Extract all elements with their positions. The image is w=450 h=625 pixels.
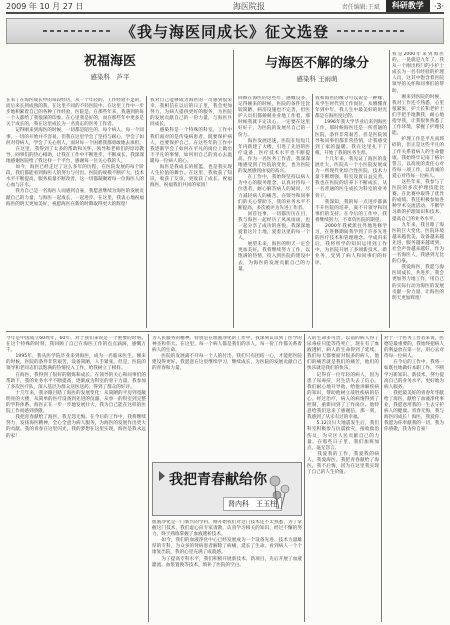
- middle-article-body-continued: 我和海医的缘分可以说是一种缘，从学生时代到工作岗位，从懵懂青年到中年，我人生中最美好的时光都是在海医度过的。 1996年我大学毕业后来到海医工作，那时候海医还是一所普通的医院，条件非常艰苦。但是医院领导和同事们都非常热情，让我感受到了家的温暖。我在这里扎下了根，开始了我的医务生涯。 十几年来，我见证了海医的发展壮大，医院从一个小医院发展成为一所现代化综合性医院，技术力量不断增强，科室设置日益完善。我也在医院的培养下不断成长，从一名普通的医生成长为科室的业务骨干。 我深知，我的每一点进步都离不开医院的培养，离不开领导和同事们的支持。在今后的工作中，我将继续努力，不辜负医院的期望。 2000年我被派往外地进修学习，在进修期间我学到了许多先进的医疗技术和管理理念。学成归来后，我将所学的知识运用到工作中，为医院开展了多项新技术、新业务，受到了病人和同事们的好评。: [315, 96, 387, 266]
- feature-title: 我把青春献给你: [169, 472, 267, 488]
- feature-byline: 肾内科 王玉柱: [223, 497, 282, 511]
- bottom-right-article-body-continued: 对于一个医务工作者来说，医德是最重要的，我始终把病人的利益放在第一位，用心去对待每一位病人。 在今后的工作中，我将一如既往地做好本职工作，不断学习新知识、新技术，努力提高自己的业务水平，更好地为病人服务。 我把最美好的青春年华献给了海医，献给了血液净化事业，我愿意用我的一生去守护病人的健康。青春无悔，我与海医同成长！海医，我爱你，我愿为你奉献我的一切，我为你骄傲，我为你自豪！: [384, 336, 444, 433]
- banner-title: 《我与海医同成长》征文选登: [120, 22, 329, 41]
- column-divider: [146, 96, 147, 328]
- bottom-middle-article-body: 为人民服务的精神。特别是在血液净化的工作中，我深刻认识到了医学的神圣和伟大。在这里，每一个病人都是我们的亲人，每一份工作都关系着病人的生命。 医院的发展离不开每一个人的付出，我们只有团结一心，才能把医院建设得更好。我愿意在这里继续学习，继续成长，为医院的发展贡献自己的青春和力量。: [152, 336, 302, 372]
- page-header: [6, 0, 444, 14]
- left-article-heading: [70, 50, 150, 84]
- section-separator: [6, 331, 444, 332]
- paper-name: 海医院报: [232, 1, 265, 11]
- right-article-body: 我是2000年来到海医的，一晃就是九年了。我从一个刚出校门的小护士成长为一名有经验的护理人员，这其中饱含着医院领导的关怀和同事们的帮助。 刚来到医院的时候，我对工作还不熟悉，心里很紧张，护士长和老护士们手把手地教我，耐心地指导我，让我很快熟悉了工作环境，掌握了护理技能。 护理工作是平凡而琐碎的，但正是这些平凡的工作关系着病人的生命健康。我始终牢记南丁格尔誓言，以高度的责任心对待每一项工作，以真诚的爱心对待每一位病人。 这些年来，我参与了医院的多次护理技能比赛，在比赛中取得了优异的成绩。我还积极参加各种学术交流活动，不断学习新的护理知识和技术，提高自己的业务水平。 九年来，我目睹了海医的巨大变化。医院环境越来越优美，设备越来越先进，服务越来越周到，社会声誉越来越好。作为一名海医人，我感到无比的自豪。 我爱海医，我愿与海医同成长，共进步。我会更加努力地工作，用自己的实际行动为海医的发展贡献一份力量，让海医的明天更加辉煌！: [392, 52, 444, 301]
- column-divider: [304, 334, 305, 622]
- feature-title-box: [152, 462, 302, 516]
- article-title: 祝福海医: [83, 54, 136, 69]
- bottom-middle-article-body-continued: 血液净化是一门新兴的学科，刚开始我们对这门技术还不太熟悉，为了掌握这门技术，我们虚心向专家请教，认真学习相关的知识，经过不懈的努力，终于熟练掌握了血液透析技术。 如今，我们的血液净化中心已经发展成为一个设备先进、技术力量雄厚的专科，为众多的肾病患者解除了病痛，延长了生命。看到病人一个个康复出院，我的心里充满了成就感。 为了提高专科水平，我们积极开展新技术、新项目，先后开展了血液灌流、血浆置换等技术，填补了医院的空白。: [152, 520, 302, 568]
- flower-decoration-icon: [265, 471, 295, 511]
- column-divider: [389, 50, 390, 328]
- page-number: ·3·: [433, 1, 444, 11]
- editor-credit: 责任编辑:王斌: [341, 3, 380, 11]
- article-byline: 感染科 王雨萌: [296, 75, 338, 83]
- left-article-body: 在来了在海医成长中的每段经历，从一个年轻的、工作经验不足的，而后来长到成熟的我，在这里不同的不轻医院中。在这里工作中一步步地积累着自己的各种工作经验，医院是。在那些年来，我遇到的每一个人都给了我很深的印象。在心里我是好的，而在那些年中更多是关于成长的，我在这里成长为一名真正的医务工作者。 记得刚来到海医的时候，一切都是陌生的，每个病人、每一个同事。一切的开始并不容易，但我在这里学会了坚持与耐心，学会了如何对待病人，学会了关心别人，面对每一个困难我都勇敢地去承担。 在这里，我得到了太多的帮助和关怀，领导和老师们的谆谆教导，同事们的热心相助，让我在工作中不断进步，不断成长。我深深地感谢医院给了我这样一个平台，感谢每一位关心我的人。 如今，海医已经走过了这么多年的历程，在医院发展的每个阶段，我们都能看到海医人的努力与付出。医院的规模不断扩大，技术水平不断提高，服务质量不断改善，这一切都凝聚着每一位海医人的心血与汗水。 我为自己是一名海医人而感到自豪，我愿意继续为海医的发展贡献自己的力量，与海医一起成长，一起进步。在这里，我衷心地祝福海医的明天更加美好，祝愿海医在新的时期取得更大的辉煌！: [6, 98, 144, 207]
- column-divider: [312, 94, 313, 328]
- column-divider: [148, 334, 149, 622]
- section-badge: 科研教学: [386, 0, 430, 12]
- banner-decoration-left: [43, 30, 113, 32]
- bottom-right-article-body: 人的生命多可贵。以前的病人得了尿毒症只能等待死亡，现在有了血液透析，病人的生命得到了延续。我们每天都要面对很多的病人，他们的痛苦就是我们的痛苦，他们的快乐就是我们的快乐。 记得有一位年轻的病人，因为患了尿毒症，对生活失去了信心。我们耐心地开导他，给他讲解疾病的知识，帮助他树立战胜疾病的信心。经过治疗，病人的病情得到了控制，重新回到了工作岗位。他特意给我们送来了感谢信，那一刻，我感到了从未有过的幸福。 5.12汶川大地震发生后，我们科室积极参与抗震救灾，接收救治伤员，为灾区人民贡献自己的力量。在那些日子里，我们加班加点，毫无怨言。 我爱我的工作，我爱我的病人，我爱海医。我把青春献给了海医，我不后悔，因为在这里我实现了自己的人生价值。: [307, 336, 379, 476]
- column-divider: [233, 50, 234, 328]
- middle-article-heading: [252, 52, 382, 88]
- triangle-icon: [159, 471, 165, 481]
- essay-banner: [6, 18, 444, 44]
- banner-decoration-right: [337, 30, 407, 32]
- column-divider: [381, 334, 382, 622]
- issue-date: 2009 年 10 月 27 日: [6, 1, 84, 11]
- article-title: 与海医不解的缘分: [264, 56, 369, 71]
- left-article-body-continued: 我对自己能够成为海医的一员感到很荣幸，我相信在以后的日子里，我会更加努力，为病人提供更好的服务，为医院的发展贡献自己的一份力量，与海医共同成长。 感染科是一个特殊的科室，工作中我们面对的是传染病患者，既要保护病人，也要保护自己。在这些年的工作中我逐渐学会了如何在平凡的岗位上做出不平凡的事情，如何用自己的真心去温暖每一位病人的心。 海医是我成长的摇篮，也是我实现人生价值的舞台。在这里，我收获了知识，收获了友谊，更收获了成长。祝福海医，祝福我们共同的家园！: [150, 98, 232, 189]
- middle-article-body: 回顾在海医的这些年，感慨良多。记得刚来的时候，医院的条件还比较简陋，病房设施也不完善，但医护人员们都兢兢业业地工作着。那时候我就下定决心，一定要在这里好好干，为医院的发展尽自己的一份力。 海医发展迅速，医院在短短几年内新建了大楼，引进了先进的医疗设备，医疗技术水平也不断提高。作为一名医务工作者，我深深地感受到了医院的变化，也为医院的发展感到由衷的高兴。 在工作中，我始终坚持以病人为中心的服务理念，认真对待每一位患者，耐心解答病人的疑问，尽力减轻病人的痛苦。在领导和同事们的关心帮助下，我的业务水平不断提高，多次被评为先进工作者。 回首往事，一切都历历在目，我与海医一起经历了风风雨雨，也一起分享了成功的喜悦。我深深地爱着这片土地，爱着这里的每一个人。 展望未来，海医的明天一定会更加美好。我将继续努力工作，以饱满的热情，投入到医院的建设中去，为海医的发展贡献自己的力量。: [238, 96, 310, 272]
- bottom-left-article-body: 今年是中国成立60周年，60年，对于我们来说是一个重要的时刻。在这个特殊的时刻，我回顾了自己在海医工作的点点滴滴，感慨万千。 1995年，我从医学院毕业来到海医，成为一名临床医生。刚来的时候，医院的条件非常艰苦，设备简陋，人手紧张。但是，医院的领导和老同志们以饱满的热情投入工作，给我树立了榜样。 在海医，我得到了很好的锻炼和成长。在领导的关心和同事们的帮助下，我的业务水平不断提高，逐渐成为科室的骨干力量。我参加了多次医疗队，深入基层为群众送医送药，得到了群众的好评。 十几年来，我亲眼目睹了海医的发展变化：从简陋的平房到宽敞明亮的大楼，从简单的医疗设备到先进的仪器，从单一的科室到完整的学科体系。海医正在一步一步地发展壮大，我为自己能在这样的医院工作而感到骄傲。 我把青春献给了海医，我无怨无悔。在今后的工作中，我将继续努力，发扬海医精神，全心全意为病人服务，为海医的发展作出更大的贡献。我的青春在这里闪光，我的梦想在这里实现，海医是我永远的家！: [6, 336, 146, 439]
- article-byline: 感染科 芦平: [90, 73, 130, 81]
